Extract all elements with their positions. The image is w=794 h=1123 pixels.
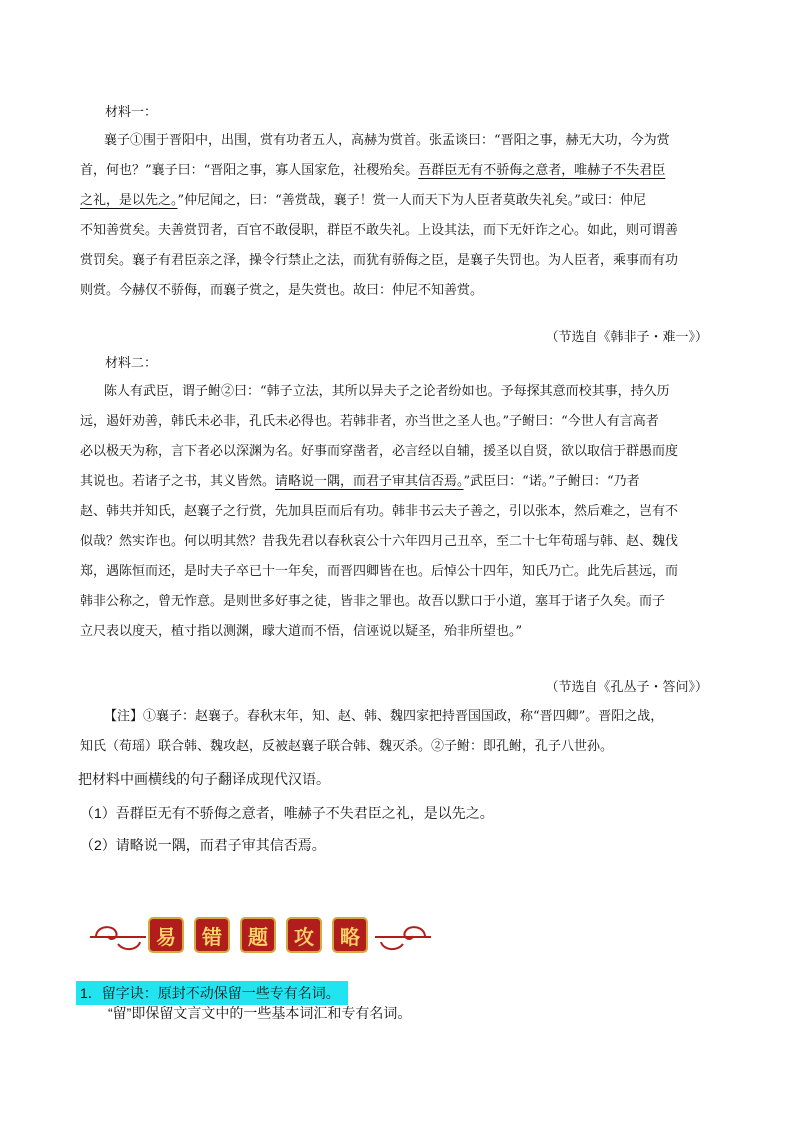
material1-heading: 材料一： — [105, 105, 158, 120]
passage-line: 郑，遇陈恒而还，是时夫子卒已十一年矣，而晋四卿皆在也。后悼公十四年，知氏乃亡。此先后甚远，而 — [80, 564, 679, 579]
passage-line: 则赏。今赫仅不骄侮，而襄子赏之，是失赏也。故曰：仲尼不知善赏。 — [80, 283, 484, 298]
passage-line: 韩非公称之，曾无怍意。是则世多好事之徒，皆非之罪也。故吾以默口于小道，塞耳于诸子久矣。而子 — [80, 594, 666, 609]
passage-line: 赵、韩共并知氏，赵襄子之行赏，先加具臣而后有功。韩非书云夫子善之，引以张本，然后难之，岂有不 — [80, 504, 679, 519]
material1-passage — [80, 126, 720, 306]
question-prompt: 把材料中画横线的句子翻译成现代汉语。 — [78, 771, 330, 787]
passage-line: 似哉？然实诈也。何以明其然？昔我先君以春秋哀公十六年四月己丑卒，至二十七年荀瑶与韩、赵、魏伐 — [80, 534, 679, 549]
passage-line: 赏罚矣。襄子有君臣亲之泽，操令行禁止之法，而犹有骄侮之臣，是襄子失罚也。为人臣者，乘事而有功 — [80, 253, 679, 268]
material2-passage — [80, 377, 720, 647]
passage-line — [80, 467, 720, 497]
passage-text: ”武臣曰：“诺。”子鲋曰：“乃者 — [463, 474, 640, 489]
passage-line: 襄子①围于晋阳中，出围，赏有功者五人，高赫为赏首。张孟谈曰：“晋阳之事，赫无大功，今为赏 — [104, 133, 670, 148]
passage-line: 必以极天为称，言下者必以深渊为名。好事而穿凿者，必言经以自辅，援圣以自贤，欲以取信于群愚而度 — [80, 444, 679, 459]
underlined-sentence: 之礼，是以先之。 — [80, 193, 178, 208]
tip-title: 1．留字诀：原封不动保留一些专有名词。 — [76, 981, 348, 1005]
banner-title — [148, 917, 368, 953]
passage-line — [80, 186, 720, 216]
section-banner — [88, 912, 433, 958]
passage-line: 远，遏奸劝善，韩氏未必非，孔氏未必得也。若韩非者，亦当世之圣人也。”子鲋曰：“今世人有言高者 — [80, 414, 659, 429]
passage-line: 不知善赏矣。夫善赏罚者，百官不敢侵职，群臣不敢失礼。上设其法，而下无奸诈之心。如此，则可谓善 — [80, 223, 679, 238]
banner-char: 攻 — [286, 917, 322, 953]
passage-text: ”仲尼闻之，曰：“善赏哉，襄子！赏一人而天下为人臣者莫敢失礼矣。”或曰：仲尼 — [177, 193, 646, 208]
note-line: 【注】①襄子：赵襄子。春秋末年，知、赵、韩、魏四家把持晋国国政，称“晋四卿”。晋阳之战， — [104, 709, 664, 724]
question-item-1: （1）吾群臣无有不骄侮之意者，唯赫子不失君臣之礼，是以先之。 — [80, 805, 494, 821]
annotation-note — [80, 702, 720, 762]
banner-char: 题 — [240, 917, 276, 953]
tip-body: “留”即保留文言文中的一些基本词汇和专有名词。 — [108, 1005, 412, 1021]
material1-source: （节选自《韩非子・难一》） — [545, 330, 708, 345]
banner-char: 错 — [194, 917, 230, 953]
passage-line — [80, 156, 720, 186]
passage-line: 立尺表以度天，植寸指以测渊，曚大道而不悟，信诬说以疑圣，殆非所望也。” — [80, 624, 523, 639]
underlined-sentence: 请略说一隅，而君子审其信否焉。 — [275, 474, 464, 489]
material2-heading: 材料二： — [105, 356, 158, 371]
material2-source: （节选自《孔丛子・答问》） — [545, 680, 708, 695]
banner-char: 易 — [148, 917, 184, 953]
passage-text: 其说也。若诸子之书，其义皆然。 — [80, 474, 276, 489]
note-line: 知氏（荀瑶）联合韩、魏攻赵，反被赵襄子联合韩、魏灭杀。②子鲋：即孔鲋，孔子八世孙。 — [80, 739, 614, 754]
banner-char: 略 — [332, 917, 368, 953]
question-item-2: （2）请略说一隅，而君子审其信否焉。 — [80, 837, 326, 853]
passage-line: 陈人有武臣，谓子鲋②曰：“韩子立法，其所以异夫子之论者纷如也。予每探其意而校其事，持久历 — [104, 384, 670, 399]
passage-text: 首，何也？”襄子曰：“晋阳之事，寡人国家危，社稷殆矣。 — [80, 163, 419, 178]
underlined-sentence: 吾群臣无有不骄侮之意者，唯赫子不失君臣 — [418, 163, 666, 178]
